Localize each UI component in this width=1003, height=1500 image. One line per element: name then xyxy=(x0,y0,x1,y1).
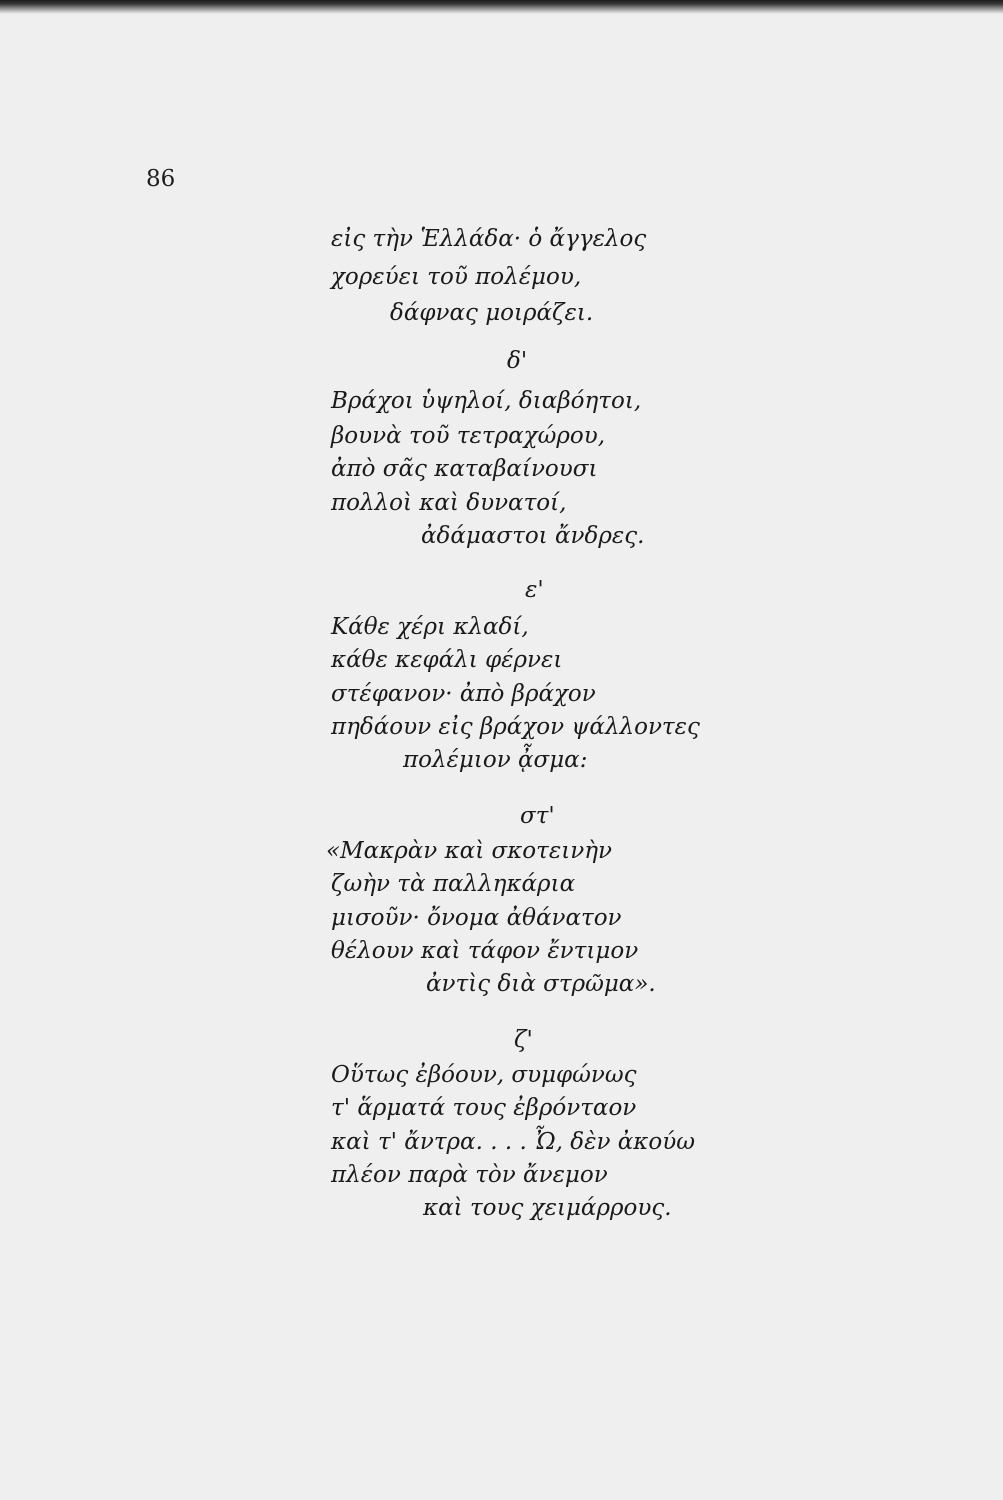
poem-line: θέλουν καὶ τάφον ἔντιμον xyxy=(331,938,639,964)
poem-line: Βράχοι ὑψηλοί, διαβόητοι, xyxy=(331,388,642,414)
poem-line: βουνὰ τοῦ τετραχώρου, xyxy=(331,423,606,449)
poem-line: χορεύει τοῦ πολέμου, xyxy=(331,264,582,290)
stanza-heading: ε' xyxy=(525,577,544,603)
stanza-heading: δ' xyxy=(507,348,528,374)
poem-line: δάφνας μοιράζει. xyxy=(390,300,594,326)
poem-line: πολλοὶ καὶ δυνατοί, xyxy=(331,490,567,516)
poem-line: ἀπὸ σᾶς καταβαίνουσι xyxy=(331,456,598,482)
page-number: 86 xyxy=(146,166,176,192)
poem-line: κάθε κεφάλι φέρνει xyxy=(331,647,563,673)
poem-line: καὶ τ' ἄντρα. . . . Ὦ, δὲν ἀκούω xyxy=(331,1129,695,1155)
poem-line: «Μακρὰν καὶ σκοτεινὴν xyxy=(326,838,612,864)
poem-line: ἀδάμαστοι ἄνδρες. xyxy=(421,523,645,549)
poem-line: πολέμιον ᾆσμα: xyxy=(403,747,588,773)
poem-line: στέφανον· ἀπὸ βράχον xyxy=(331,681,596,707)
page-top-edge xyxy=(0,0,1003,14)
poem-line: μισοῦν· ὄνομα ἀθάνατον xyxy=(331,905,622,931)
poem-line: καὶ τους χειμάρρους. xyxy=(423,1195,672,1221)
poem-line: τ' ἅρματά τους ἐβρόνταον xyxy=(331,1095,637,1121)
poem-line: πλέον παρὰ τὸν ἄνεμον xyxy=(331,1162,608,1188)
stanza-heading: ζ' xyxy=(514,1027,533,1053)
stanza-heading: στ' xyxy=(520,803,555,829)
poem-line: Οὕτως ἐβόουν, συμφώνως xyxy=(331,1062,637,1088)
poem-line: Κάθε χέρι κλαδί, xyxy=(331,614,529,640)
poem-line: πηδάουν εἰς βράχον ψάλλοντες xyxy=(331,714,700,740)
poem-line: ζωὴν τὰ παλληκάρια xyxy=(331,871,576,897)
poem-line: εἰς τὴν Ἑλλάδα· ὁ ἄγγελος xyxy=(331,226,647,252)
poem-line: ἀντὶς διὰ στρῶμα». xyxy=(426,971,656,997)
